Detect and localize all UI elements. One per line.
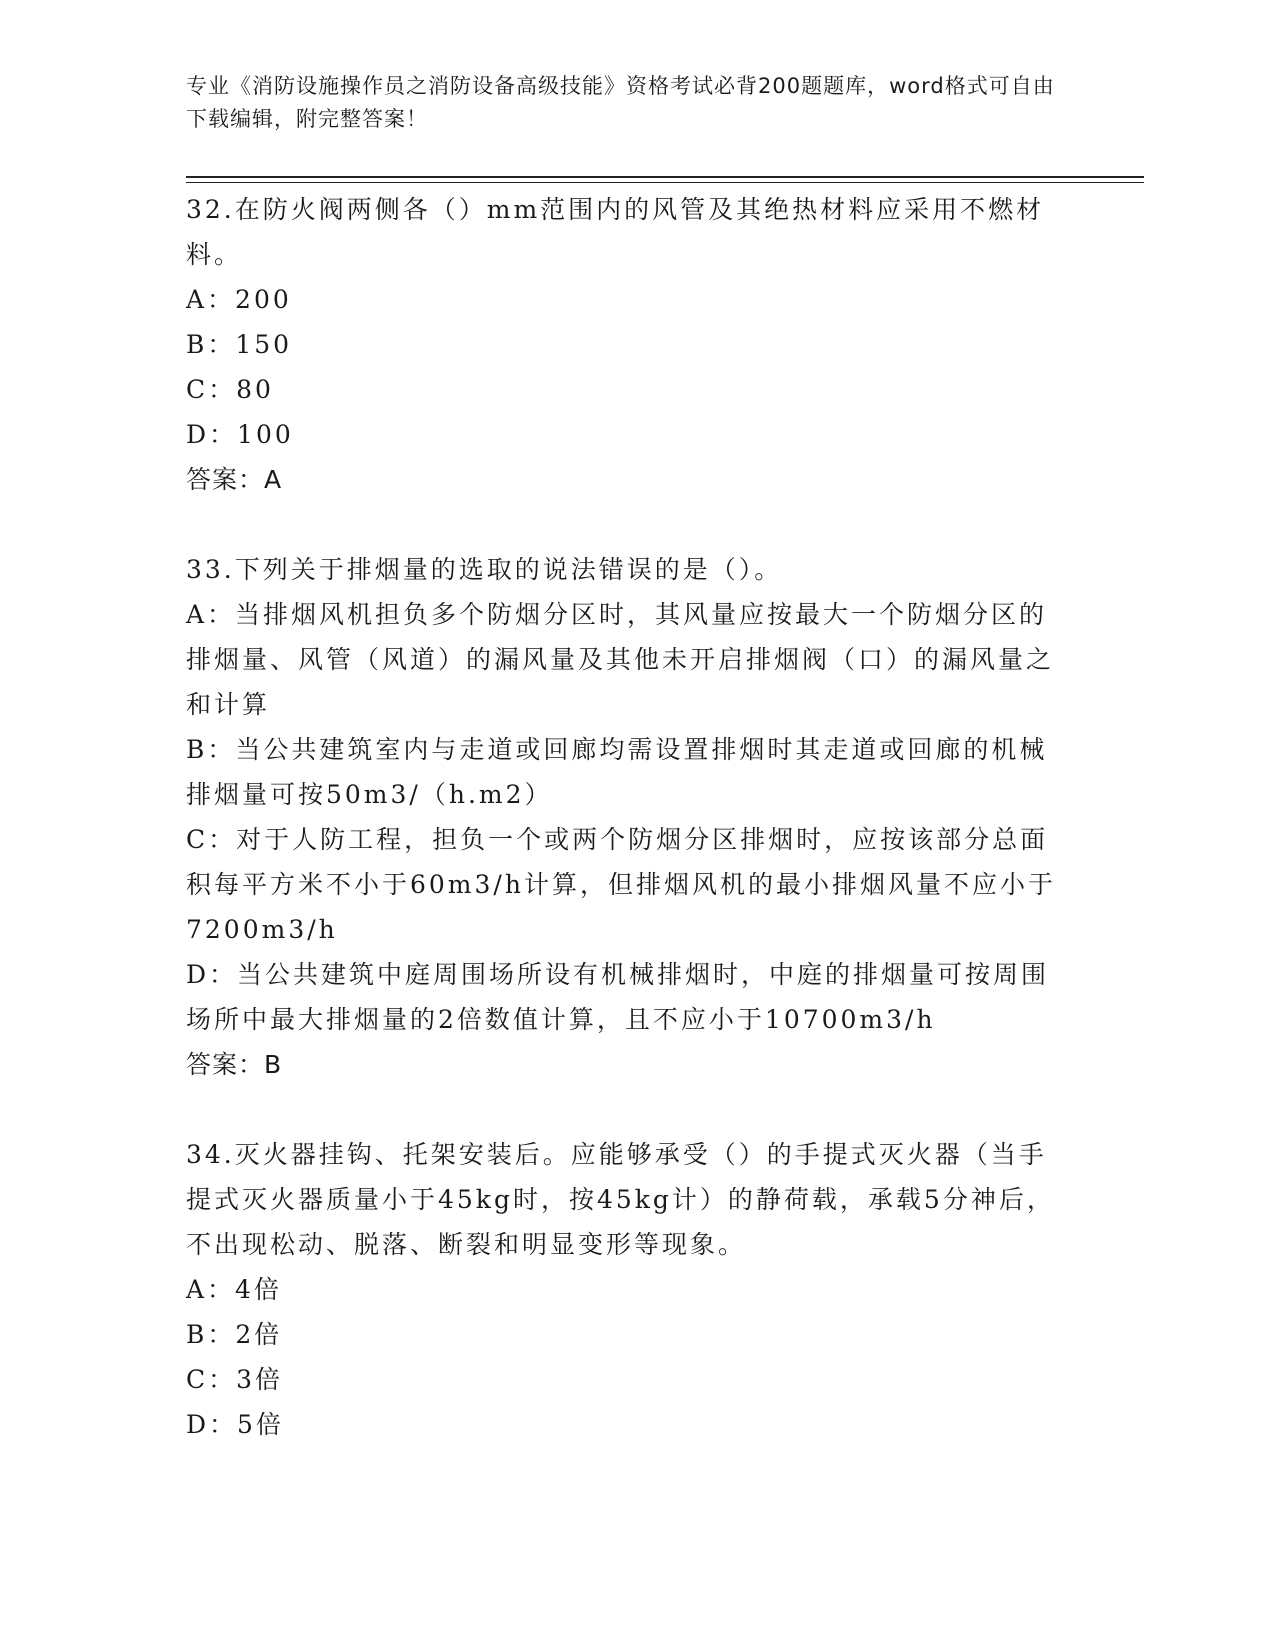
document-header (186, 70, 1066, 136)
option-b: B：150 (186, 330, 293, 359)
option-d: D：100 (186, 420, 294, 449)
option-d: D：当公共建筑中庭周围场所设有机械排烟时，中庭的排烟量可按周围场所中最大排烟量的2倍数值计算，且不应小于10700m3/h (186, 960, 1050, 1034)
option-c: C：对于人防工程，担负一个或两个防烟分区排烟时，应按该部分总面积每平方米不小于60m3/h计算，但排烟风机的最小排烟风量不应小于7200m3/h (186, 825, 1056, 944)
option-c: C：3倍 (186, 1365, 284, 1394)
header-divider-thin (186, 182, 1144, 183)
option-c: C：80 (186, 375, 274, 404)
option-a: A：当排烟风机担负多个防烟分区时，其风量应按最大一个防烟分区的排烟量、风管（风道）的漏风量及其他未开启排烟阀（口）的漏风量之和计算 (186, 600, 1055, 719)
option-b: B：2倍 (186, 1320, 283, 1349)
header-text: 专业《消防设施操作员之消防设备高级技能》资格考试必背200题题库，word格式可自由下载编辑，附完整答案！ (186, 74, 1055, 131)
question-34 (186, 1132, 1066, 1447)
question-stem: 32.在防火阀两侧各（）mm范围内的风管及其绝热材料应采用不燃材料。 (186, 195, 1045, 269)
option-b: B：当公共建筑室内与走道或回廊均需设置排烟时其走道或回廊的机械排烟量可按50m3/（h.m2） (186, 735, 1048, 809)
option-d: D：5倍 (186, 1410, 284, 1439)
header-divider-thick (186, 176, 1144, 178)
option-a: A：4倍 (186, 1275, 282, 1304)
question-stem: 34.灭火器挂钩、托架安装后。应能够承受（）的手提式灭火器（当手提式灭火器质量小于45kg时，按45kg计）的静荷载，承载5分神后，不出现松动、脱落、断裂和明显变形等现象。 (186, 1140, 1055, 1259)
answer: 答案：A (186, 465, 283, 494)
question-list (186, 187, 1066, 1447)
question-stem: 33.下列关于排烟量的选取的说法错误的是（）。 (186, 555, 783, 584)
option-a: A：200 (186, 285, 292, 314)
answer: 答案：B (186, 1050, 283, 1079)
question-32 (186, 187, 1066, 502)
question-33 (186, 547, 1066, 1087)
